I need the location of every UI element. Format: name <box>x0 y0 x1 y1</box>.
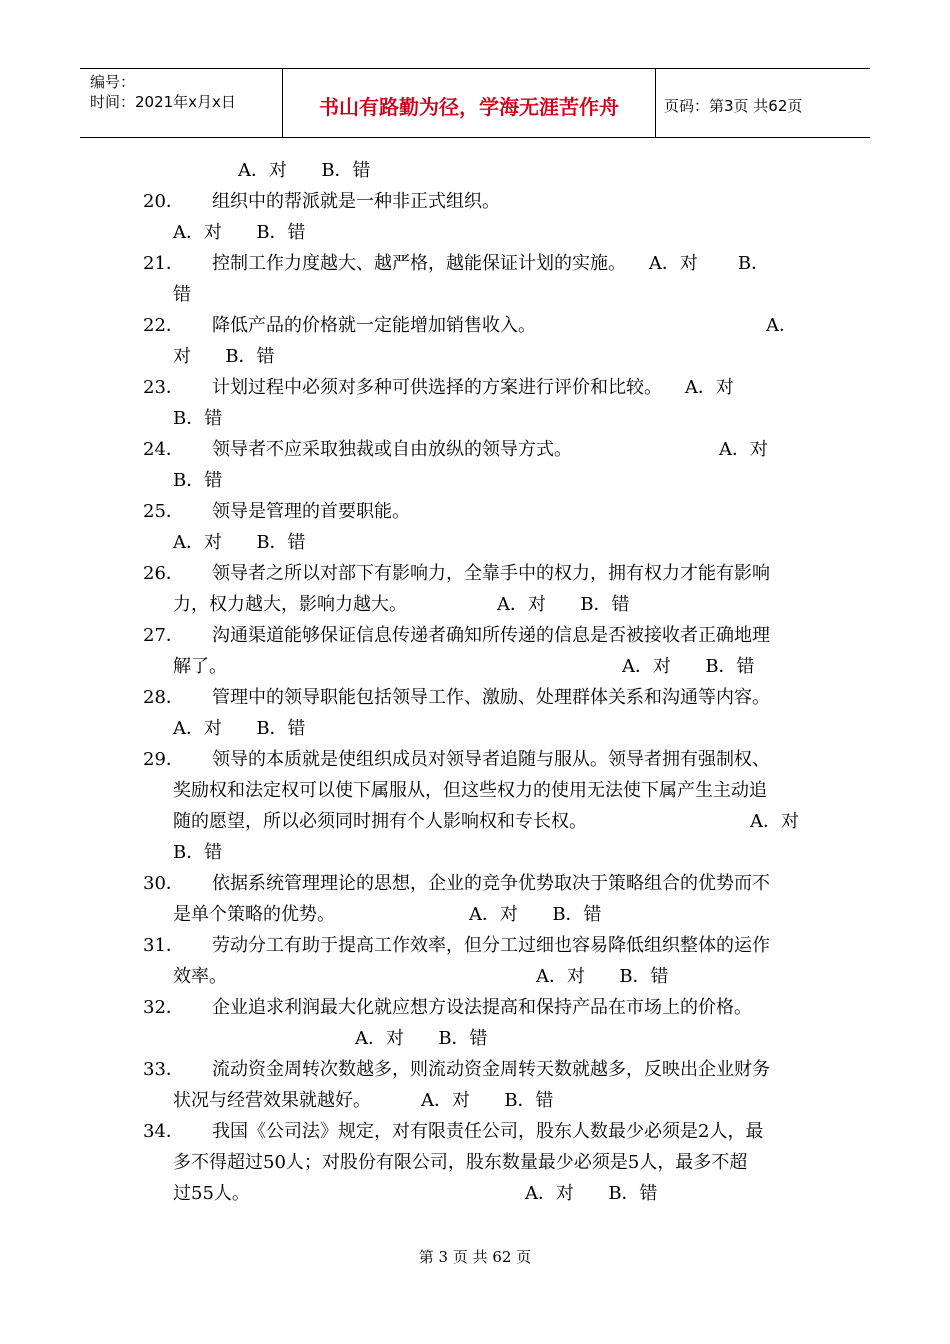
question-text: 力，权力越大，影响力越大。 <box>173 594 407 615</box>
question-text: 是单个策略的优势。 <box>173 904 335 925</box>
question-number: 33． <box>143 1059 184 1080</box>
date-text: 时间：2021年x月x日 <box>90 93 236 111</box>
header-motto: 书山有路勤为径，学海无涯苦作舟 <box>319 95 619 119</box>
answer-options: A．对 B．错 <box>173 532 306 553</box>
question-number: 24． <box>143 439 184 460</box>
question-number: 28． <box>143 687 184 708</box>
answer-options: 对 B．错 <box>173 346 275 367</box>
answer-options: A．对 <box>750 811 799 832</box>
answer-options: A．对 B．错 <box>173 222 306 243</box>
question-text: 控制工作力度越大、越严格，越能保证计划的实施。 A．对 B． <box>212 253 770 274</box>
answer-options: A．对 <box>719 439 768 460</box>
answer-options: B．错 <box>173 470 223 491</box>
question-number: 31． <box>143 935 184 956</box>
answer-options: A．对 B．错 <box>421 1090 554 1111</box>
question-text: 计划过程中必须对多种可供选择的方案进行评价和比较。 A．对 <box>212 377 734 398</box>
code-label: 编号： <box>90 73 136 91</box>
question-text: 企业追求利润最大化就应想方设法提高和保持产品在市场上的价格。 <box>212 997 752 1018</box>
question-text: 领导者不应采取独裁或自由放纵的领导方式。 <box>212 439 572 460</box>
question-text: 流动资金周转次数越多，则流动资金周转天数就越多，反映出企业财务 <box>212 1059 770 1080</box>
header-center-cell <box>282 69 656 137</box>
question-text: 管理中的领导职能包括领导工作、激励、处理群体关系和沟通等内容。 <box>212 687 770 708</box>
question-number: 29． <box>143 749 184 770</box>
question-number: 30． <box>143 873 184 894</box>
question-number: 26． <box>143 563 184 584</box>
answer-options: 错 <box>173 284 191 305</box>
answer-options: B．错 <box>173 408 223 429</box>
question-text: 劳动分工有助于提高工作效率，但分工过细也容易降低组织整体的运作 <box>212 935 770 956</box>
question-text: 多不得超过50人；对股份有限公司，股东数量最少必须是5人，最多不超 <box>173 1152 748 1173</box>
question-text: 领导者之所以对部下有影响力，全靠手中的权力，拥有权力才能有影响 <box>212 563 770 584</box>
question-text: 过55人。 <box>173 1183 250 1204</box>
question-text: 随的愿望，所以必须同时拥有个人影响权和专长权。 <box>173 811 587 832</box>
question-number: 25． <box>143 501 184 522</box>
question-text: 领导是管理的首要职能。 <box>212 501 410 522</box>
answer-options: A．对 B．错 <box>497 594 630 615</box>
answer-options: A．对 B．错 <box>622 656 755 677</box>
question-text: 解了。 <box>173 656 227 677</box>
question-number: 27． <box>143 625 184 646</box>
question-text: 奖励权和法定权可以使下属服从，但这些权力的使用无法使下属产生主动追 <box>173 780 767 801</box>
answer-options: A．对 B．错 <box>355 1028 488 1049</box>
question-text: 降低产品的价格就一定能增加销售收入。 <box>212 315 536 336</box>
answer-options: A．对 B．错 <box>525 1183 658 1204</box>
answer-options: A．对 B．错 <box>536 966 669 987</box>
answer-options: A．对 B．错 <box>173 718 306 739</box>
question-number: 20． <box>143 191 184 212</box>
header-right-cell <box>656 69 870 137</box>
question-text: 效率。 <box>173 966 227 987</box>
question-number: 32． <box>143 997 184 1018</box>
question-number: 21． <box>143 253 184 274</box>
question-number: 22． <box>143 315 184 336</box>
question-number: 34． <box>143 1121 184 1142</box>
answer-options: A．对 B．错 <box>469 904 602 925</box>
page-header <box>80 68 870 138</box>
header-left-cell <box>80 69 282 137</box>
answer-options: B．错 <box>173 842 223 863</box>
question-text: 领导的本质就是使组织成员对领导者追随与服从。领导者拥有强制权、 <box>212 749 770 770</box>
page-footer: 第 3 页 共 62 页 <box>418 1248 532 1266</box>
page-info: 页码：第3页 共62页 <box>664 97 803 115</box>
question-text: 沟通渠道能够保证信息传递者确知所传递的信息是否被接收者正确地理 <box>212 625 770 646</box>
question-text: 组织中的帮派就是一种非正式组织。 <box>212 191 500 212</box>
question-text: 依据系统管理理论的思想，企业的竞争优势取决于策略组合的优势而不 <box>212 873 770 894</box>
question-text: 我国《公司法》规定，对有限责任公司，股东人数最少必须是2人，最 <box>212 1121 764 1142</box>
answer-options: A．对 B．错 <box>238 160 371 181</box>
answer-options: A． <box>766 315 797 336</box>
question-text: 状况与经营效果就越好。 <box>173 1090 371 1111</box>
question-number: 23． <box>143 377 184 398</box>
